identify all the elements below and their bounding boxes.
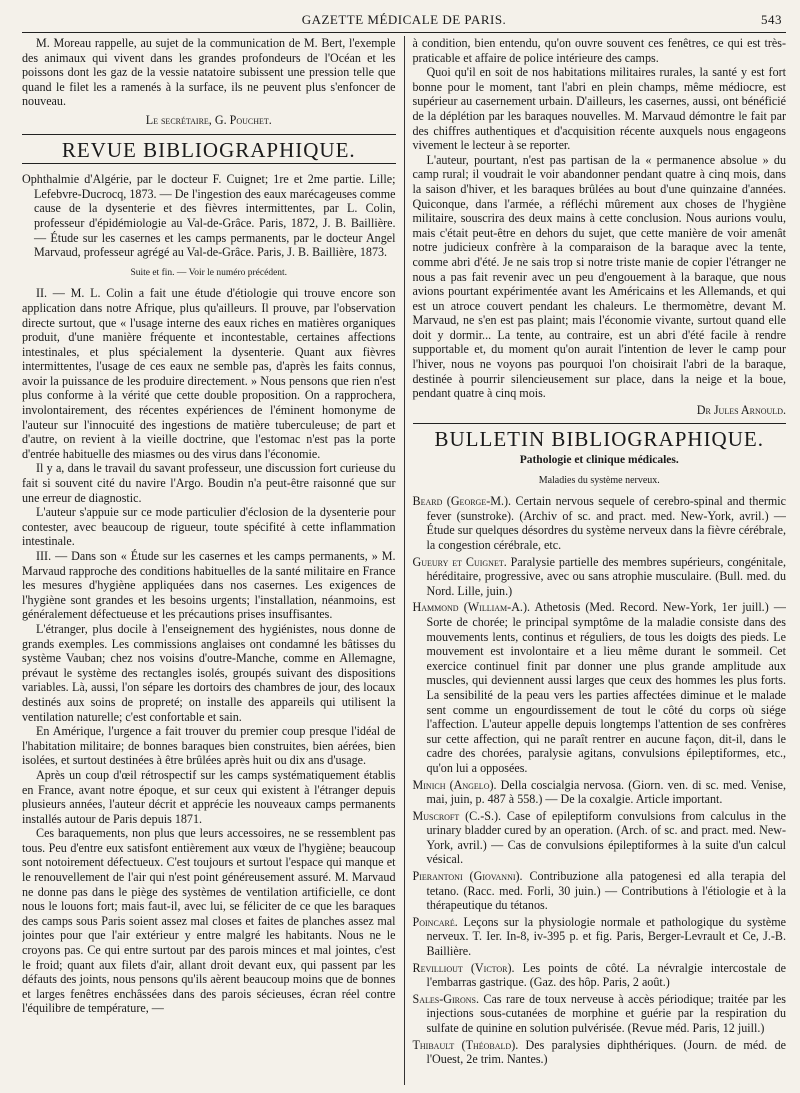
review-references: Ophthalmie d'Algérie, par le docteur F. Cuignet; 1re et 2me partie. Lille; Lefebvre-Ducrocq, 1873. — De l'ingestion des eaux marécageuses comme cause de la dysenterie et des fièvres intermittentes, par L. Colin, professeur d'épidémiologie au Val-de-Grâce. Paris, 1872, J. B. Baillière. — Étude sur les casernes et les camps permanents, par le docteur Angel Marvaud, professeur agrégé au Val-de-Grâce. Paris, J. B. Baillière, 1873. [22, 172, 396, 260]
entry-text: Paralysie partielle des membres supérieurs, congénitale, héréditaire, progressive, avec ou sans atrophie musculaire. (Bull. med. du Nord. Lille, juin.) [426, 554, 786, 598]
section-rule [22, 134, 396, 135]
left-column [22, 36, 404, 1085]
bibliography-entries [413, 494, 787, 1067]
entry-author: Poincaré. [412, 914, 458, 929]
dysenterie-paragraph: L'auteur s'appuie sur ce mode particulier d'éclosion de la dysenterie pour contester, avec beaucoup de rigueur, toute spécifité à cette inflammation intestinale. [22, 505, 396, 549]
entry-text: Della coscialgia nervosa. (Giorn. ven. di sc. med. Venise, mai, juin, p. 487 à 558.) — De la coxalgie. Article important. [426, 777, 786, 807]
bibliography-entry [413, 1038, 787, 1067]
entry-author: Gueury et Cuignet. [412, 554, 507, 569]
entry-author: Muscroft (C.-S.). [412, 808, 502, 823]
colin-paragraph: II. — M. L. Colin a fait une étude d'étiologie qui trouve encore son application dans notre Afrique, plus qu'ailleurs. Il prouve, par l'observation directe surtout, que « l'usage interne des eaux riches en matières organiques produit, d'une manière fréquente et incontestable, certaines affections intestinales, et plus spécialement la dysenterie. Quant aux fièvres intermittentes, l'usage de ces eaux ne semble pas, d'après les faits connus, avoir la puissance de les produire directement. » Nous pensons que rien n'est plus conforme à la vérité que cette double proposition. On a rapprochera, involontairement, des récentes expériences de l'éminent homonyme de l'auteur sur l'innocuité des ingestions de matière tuberculeuse; de part et d'autre, on revient à la vieille doctrine, que l'estomac n'est pas la porte d'entrée habituelle des miasmes ou des virus dans l'économie. [22, 286, 396, 461]
permanence-paragraph: L'auteur, pourtant, n'est pas partisan de la « permanence absolue » du camp rural; il voudrait le voir abandonner pendant quatre à cinq mois, dans la saison d'hiver, et les baraques brûlées au bout d'une quinzaine d'années. Quiconque, dans l'armée, a réfléchi mûrement aux choses de l'hygiène militaire, souscrira des deux mains à cette conclusion. Nous aurions voulu, mais c'était peut-être en dehors du sujet, que cette manière de voir amenât notre judicieux confrère à la comparaison de la baraque avec la tente, comme abri d'été. Je ne sais trop si notre triste manie de copier l'étranger ne nous a pas fait revenir avec un peu d'engouement à la baraque, que nous avions pourtant expérimentée avant les Américains et les Allemands, et qui est un atroce couvert pendant les chaleurs. Le thermomètre, devant M. Marvaud, ne s'en est pas plaint; mais l'économie vivante, surtout quand elle doit y dormir... La tente, au contraire, est un abri d'été facile à rendre supportable et, du moment qu'on aurait l'intention de lever le camp pour l'hiver, nous ne voyons pas pourquoi l'on choisirait l'abri de la baraque, destinée à pourrir silencieusement sur place, dans la neige et la boue, pendant quatre à cinq mois. [412, 152, 786, 401]
entry-text: Des paralysies diphthériques. (Journ. de méd. de l'Ouest, 2e trim. Nantes.) [426, 1037, 786, 1067]
argo-paragraph: Il y a, dans le travail du savant professeur, une discussion fort curieuse du fait si souvent cité du navire l'Argo. Boudin n'a peut-être raisonné que sur une erreur de diagnostic. [22, 461, 396, 505]
running-header [22, 6, 786, 33]
subsection-heading: Pathologie et clinique médicales. [519, 454, 679, 467]
entry-author: Pierantoni (Giovanni). [412, 869, 523, 884]
entry-text: Case of epileptiform convulsions from calculus in the urinary bladder cured by an operation. (Arch. of sc. and pract. med. New-York, avril.) — Cas de convulsions épileptiformes à la suite d'un calcul vésical. [426, 808, 786, 867]
section-rule [413, 423, 787, 424]
entry-text: Les points de côté. La névralgie intercostale de l'embarras gastrique. (Gaz. des hôp. Paris, 2 août.) [426, 960, 786, 990]
bibliography-entry [413, 494, 787, 552]
entry-author: Hammond (William-A.). [412, 600, 531, 615]
entry-text: Certain nervous sequele of cerebro-spinal and thermic fever (sunstroke). (Archiv of sc. and pract. med. New-York, avril.) — Étude sur quelques désordres du système nerveux dans la fièvre cérébrale, la congestion cérébrale, etc. [426, 494, 786, 552]
entry-author: Sales-Girons. [412, 991, 480, 1006]
marvaud-paragraph: III. — Dans son « Étude sur les casernes et les camps permanents, » M. Marvaud rapproche des conditions habituelles de la santé militaire en France les mesures d'hygiène appliquées dans nos casernes. Les exigences de l'hygiène sont grandes et les besoins urgents; l'installation, néanmoins, est généralement défectueuse et les précautions prises insuffisantes. [22, 549, 396, 622]
habitations-paragraph: Quoi qu'il en soit de nos habitations militaires rurales, la santé y est fort bonne pour le moment, tant l'abri en plein champs, même médiocre, est supérieur au casernement urbain. D'ailleurs, les casernes, aussi, ont bénéficié de la déplétion par les baraques nouvelles. M. Marvaud démontre le fait par des chiffres authentiques et d'acquisition récente auxquels nous engageons vivement le lecteur à se reporter. [412, 65, 786, 153]
camps-paragraph: Après un coup d'œil rétrospectif sur les camps systématiquement établis en France, avant notre époque, et sur ceux qui existent à l'étranger depuis plusieurs années, l'auteur décrit et apprécie les nouveaux camps permanents installés autour de Paris depuis 1871. [22, 767, 396, 826]
bibliography-entry [413, 915, 787, 959]
bibliography-entry [413, 778, 787, 807]
entry-text: Leçons sur la physiologie normale et pathologique du système nerveux. T. Ier. In-8, iv-395 p. et fig. Paris, Berger-Levrault et Ce, J.-B. Baillière. [426, 914, 786, 959]
bibliography-entry [413, 961, 787, 990]
two-column-body [22, 36, 786, 1085]
bibliography-entry [413, 600, 787, 775]
etranger-paragraph: L'étranger, plus docile à l'enseignement des hygiénistes, nous donne de grands exemples. Les commissions anglaises ont condamné les bâtisses du système Vauban; chez nos voisins d'outre-Manche, comme en Allemagne, prévaut le système des rectangles isolés, groupés suivant des dispositions variables. Là, aussi, l'on sépare les dortoirs des chambres de jour, des locaux destinés aux soins de propreté; on installe des appareils qui utilisent la ventilation naturelle; c'est confortable et sain. [22, 621, 396, 724]
title-underline [22, 163, 396, 164]
bibliography-entry [413, 555, 787, 599]
entry-text: Cas rare de toux nerveuse à accès périodique; traitée par les injections sous-cutanées de morphine et guérie par la respiration du sulfate de quinine en solution pulvérisée. (Revue méd. Paris, 12 juill.) [426, 991, 786, 1035]
journal-title: GAZETTE MÉDICALE DE PARIS. [301, 12, 507, 27]
secretary-signature: Le secrétaire, G. Pouchet. [145, 112, 272, 127]
amerique-paragraph: En Amérique, l'urgence a fait trouver du premier coup presque l'idéal de l'habitation militaire; de bonnes baraques bien construites, bien aérées, bien isolées, et surtout destinées à être brûlées après huit ou dix ans d'usage. [22, 724, 396, 768]
entry-text: Contribuzione alla patogenesi ed alla terapia del tetano. (Racc. med. Forli, 30 juin.) — Contributions à l'étiologie et à la thérapeutique du tétanos. [426, 869, 786, 913]
baraquements-paragraph: Ces baraquements, non plus que leurs accessoires, ne se ressemblent pas tous. Peu d'entre eux satisfont entièrement aux vœux de l'hygiène; beaucoup sont notoirement défectueux. C'est toujours et surtout l'espace qui manque et le renouvellement de l'air qui n'est point généreusement assuré. M. Marvaud ne donne pas dans le piège des systèmes de ventilation artificielle, ce dont nous le louons fort; mais faut-il, avec lui, se féliciter de ce que les baraques des camps sous Paris soient assez mal closes et faites de planches assez mal jointes pour que l'air extérieur y entre malgré les habitants. Nous ne le croyons pas. Ce qui entre surtout par des parois minces et mal jointes, c'est le froid; quant aux filets d'air, allant droit devant eux, qui passent par les défauts des joints, nous pensons qu'ils aèrent beaucoup moins que de bonnes et larges fenêtres enchâssées dans des parois sécieuses, écran réel contre l'équilibre de température, — [22, 826, 396, 1016]
entry-text: Athetosis (Med. Record. New-York, 1er juill.) — Sorte de chorée; le principal symptôme de la maladie consiste dans des mouvements lents, continus et réguliers, de tous les doigts des pieds. Le mouvement est involontaire et a lieu même durant le sommeil. Cet exercice continuel finit par donner une plus grande amplitude aux muscles, qui deviennent aussi larges que ceux des hommes les plus forts. La sensibilité de la peau vers les parties affectées diminue et le malade sent comme un engourdissement de tout le côté du corps où siége l'affection. L'auteur appelle depuis longtemps l'attention de ses confrères sur cette affection, qui ne paraît rentrer en aucune façon, dit-il, dans le cadre des chorées, paralysie agitans, convulsions épileptiformes, etc., qu'on lui a opposées. [426, 600, 786, 775]
bibliography-entry [413, 992, 787, 1036]
fenetres-paragraph: à condition, bien entendu, qu'on ouvre souvent ces fenêtres, ce qui est très-praticable et affaire de police intérieure des camps. [412, 36, 786, 65]
sub-subsection-heading: Maladies du système nerveux. [538, 474, 660, 486]
entry-author: Beard (George-M.). [412, 494, 512, 509]
author-signature: Dr Jules Arnould. [696, 402, 786, 417]
continuation-note: Suite et fin. — Voir le numéro précédent. [130, 267, 288, 278]
entry-author: Minich (Angelo). [412, 777, 497, 792]
entry-author: Revilliout (Victor). [412, 960, 515, 975]
moreau-paragraph: M. Moreau rappelle, au sujet de la communication de M. Bert, l'exemple des animaux qui vivent dans les grandes profondeurs de l'Océan et les poissons dont les gaz de la vessie natatoire subissent une pression telle que quand le filet les a ramenés à la surface, ils ne peuvent plus s'enfoncer de nouveau. [22, 36, 396, 109]
bibliography-entry [413, 869, 787, 913]
bulletin-bibliographique-title: BULLETIN BIBLIOGRAPHIQUE. [434, 427, 764, 452]
revue-bibliographique-title: REVUE BIBLIOGRAPHIQUE. [61, 137, 356, 162]
right-column [404, 36, 787, 1085]
bibliography-entry [413, 809, 787, 867]
entry-author: Thibault (Théobald). [412, 1037, 519, 1052]
page-number: 543 [761, 12, 782, 27]
